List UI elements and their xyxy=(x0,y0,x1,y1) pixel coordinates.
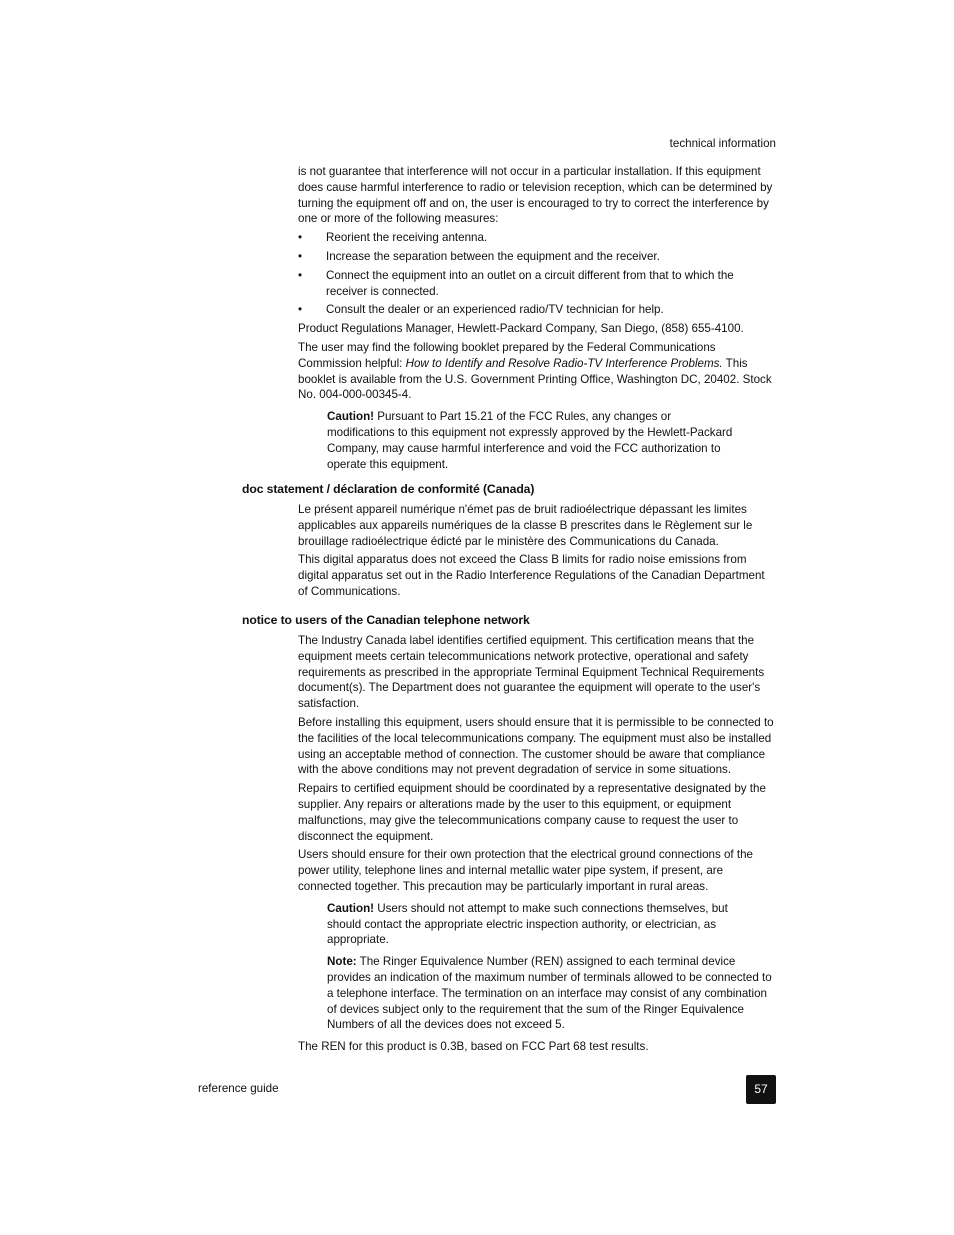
installation-paragraph: Before installing this equipment, users should ensure that it is permissible to be connected to the facilities of the local telecommunications company. The equipment must also be installed using an acceptable method of connection. The customer should be aware that compliance with the above conditions may not prevent degradation of service in some situations. xyxy=(298,715,774,777)
list-item: • Reorient the receiving antenna. xyxy=(298,231,488,245)
ren-note-callout: Note: The Ringer Equivalence Number (REN) assigned to each terminal device provides an indication of the maximum number of terminals allowed to be connected to a telephone interface. The termination on an interface may consist of any combination of devices subject only to the requirement that the sum of the Ringer Equivalence Numbers of all the devices does not exceed 5. xyxy=(327,955,772,1032)
certification-paragraph: The Industry Canada label identifies certified equipment. This certification means that the equipment meets certain telecommunications network protective, operational and safety requirements as prescribed in the appropriate Terminal Equipment Technical Requirements document(s). The Department does not guarantee the equipment will operate to the user's satisfaction. xyxy=(298,634,765,711)
list-item: • Connect the equipment into an outlet on a circuit different from that to which the receiver is connected. xyxy=(298,268,734,298)
english-statement: This digital apparatus does not exceed the Class B limits for radio noise emissions from digital apparatus set out in the Radio Interference Regulations of the Canadian Department of Communications. xyxy=(298,553,765,598)
canada-section xyxy=(298,633,776,1058)
bullet-icon: • xyxy=(298,231,303,245)
note-label: Note: xyxy=(327,955,357,969)
contact-paragraph: Product Regulations Manager, Hewlett-Packard Company, San Diego, (858) 655-4100. xyxy=(298,322,744,336)
doc-statement-heading: doc statement / déclaration de conformité (Canada) xyxy=(242,482,535,496)
fcc-intro-paragraph: is not guarantee that interference will not occur in a particular installation. If this equipment does cause harmful interference to radio or television reception, which can be determined by turning the equipment off and on, the user is encouraged to try to correct the interference by one or more of the following measures: xyxy=(298,165,773,226)
list-item: • Increase the separation between the equipment and the receiver. xyxy=(298,249,660,263)
footer-guide-title: reference guide xyxy=(198,1082,279,1095)
bullet-icon: • xyxy=(298,268,303,282)
page-number-badge: 57 xyxy=(746,1075,776,1104)
list-item: • Consult the dealer or an experienced radio/TV technician for help. xyxy=(298,303,664,317)
canada-caution-callout: Caution! Users should not attempt to make such connections themselves, but should contact the appropriate electric inspection authority, or electrician, as appropriate. xyxy=(327,901,728,947)
ren-paragraph: The REN for this product is 0.3B, based on FCC Part 68 test results. xyxy=(298,1040,649,1054)
booklet-title: How to Identify and Resolve Radio-TV Interference Problems. xyxy=(405,356,723,370)
running-header: technical information xyxy=(669,137,776,150)
bullet-icon: • xyxy=(298,249,303,263)
caution-label: Caution! xyxy=(327,901,375,915)
repairs-paragraph: Repairs to certified equipment should be coordinated by a representative designated by the supplier. Any repairs or alterations made by the user to this equipment, or equipment malfunctions, may give the telecommunications company cause to request the user to disconnect the equipment. xyxy=(298,782,766,843)
caution-label: Caution! xyxy=(327,410,375,424)
grounding-paragraph: Users should ensure for their own protection that the electrical ground connections of the power utility, telephone lines and internal metallic water pipe system, if present, are connected together. This precaution may be particularly important in rural areas. xyxy=(298,848,753,893)
french-statement: Le présent appareil numérique n'émet pas de bruit radioélectrique dépassant les limites applicables aux appareils numériques de la classe B prescrites dans le Règlement sur le brouillage radioélectrique édicté par le ministère des Communications du Canada. xyxy=(298,503,753,548)
canada-network-heading: notice to users of the Canadian telephone network xyxy=(242,613,530,627)
measures-list xyxy=(298,230,776,318)
bullet-icon: • xyxy=(298,303,303,317)
doc-section xyxy=(298,502,776,603)
booklet-paragraph: The user may find the following booklet prepared by the Federal Communications Commission helpful: How to Identify and Resolve Radio-TV Interference Problems. This booklet is available from the U.S. Government Printing Office, Washington DC, 20402. Stock No. 004-000-00345-4. xyxy=(298,340,772,402)
fcc-section xyxy=(298,164,776,478)
fcc-caution-callout: Caution! Pursuant to Part 15.21 of the FCC Rules, any changes or modifications to this equipment not expressly approved by the Hewlett-Packard Company, may cause harmful interference and void the FCC authorization to operate this equipment. xyxy=(327,410,733,471)
